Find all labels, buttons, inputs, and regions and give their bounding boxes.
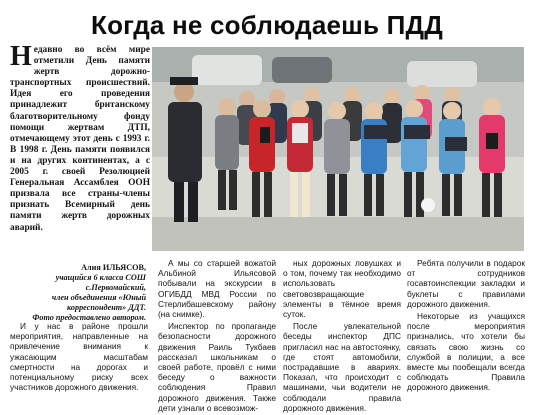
- column-4-paragraph-1: Ребята получили в подарок от сотрудников госавтоинспекции закладки и буклеты с правилами дорожного движения.: [407, 258, 525, 309]
- intro-text: едавно во всём мире отметили День памяти жертв дорожно-транспортных происшествий. Идея его проведения принадлежит британскому благотворительному фонду помощи жертвам ДТП, отмечающему этот день с 1993 г. В 1998 г. День памяти появился и на других континентах, а с 2005 г. своей Резолюцией Генеральная Ассамблея ООН призвала все страны-члены признать Всемирный день памяти жертв дорожных аварий.: [10, 45, 150, 233]
- column-3-paragraph-1: ных дорожных ловушках и о том, почему так необходимо использовать световозвращающие элементы в тёмное время суток.: [283, 258, 401, 320]
- column-4: [407, 258, 525, 395]
- column-3-paragraph-2: После увлекательной беседы инспектор ДПС пригласил нас на автостоянку, где стоят автомобили, пострадавшие в авариях. Показал, что происходит с машинами, чьи водители не соблюдали правила дорожного движения.: [283, 321, 401, 413]
- photo-credit: Фото предоставлено автором.: [32, 313, 146, 322]
- intro-paragraph: [10, 41, 150, 234]
- headline: Когда не соблюдаешь ПДД: [91, 10, 443, 40]
- author-name: Алия ИЛЬЯСОВ,: [81, 263, 146, 272]
- column-1: [10, 321, 148, 394]
- column-1-paragraph: И у нас в районе прошли мероприятия, направленные на привлечение внимания к ужасающим масштабам смертности на дорогах и потенциальному риску всех участников дорожного движения.: [10, 321, 148, 393]
- column-4-paragraph-2: Некоторые из учащихся после мероприятия признались, что хотели бы связать свою жизнь со службой в полиции, а все вместе мы пообещали всегда соблюдать Правила дорожного движения.: [407, 311, 525, 393]
- column-2-paragraph-2: Инспектор по пропаганде безопасности дорожного движения Раиль Тукбаев рассказал школьникам о своей работе, провёл с ними беседу о важности соблюдения Правил дорожного движения. Также дети узнали о всевозмож-: [158, 321, 276, 413]
- column-2-paragraph-1: А мы со старшей вожатой Альбиной Ильясовой побывали на экскурсии в ОГИБДД МВД России по Стерлибашевскому району (на снимке).: [158, 258, 276, 320]
- column-3: [283, 258, 401, 415]
- group-photo: [152, 47, 524, 251]
- column-2: [158, 258, 276, 415]
- byline: [10, 263, 146, 323]
- author-club: член объединения «Юный корреспондент» ДДТ.: [51, 293, 146, 312]
- photo-illustration: [152, 47, 524, 251]
- author-school: учащийся 6 класса СОШ с.Первомайский,: [55, 273, 146, 292]
- drop-cap: Н: [10, 41, 32, 72]
